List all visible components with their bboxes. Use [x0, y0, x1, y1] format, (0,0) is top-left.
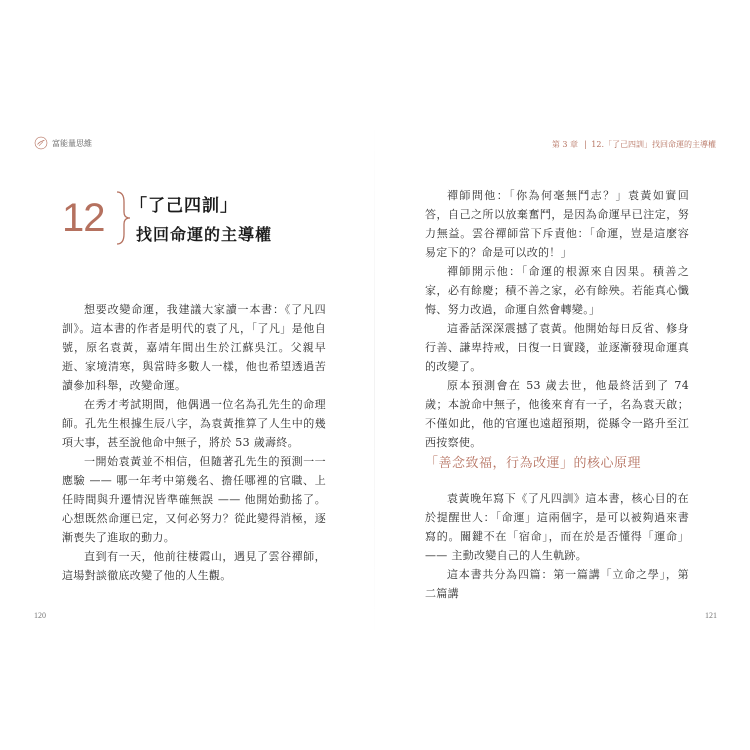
chapter-title-line1: 「了己四訓」: [130, 196, 238, 216]
running-head-chapter: 第 3 章: [551, 140, 579, 149]
paragraph: 想要改變命運，我建議大家讀一本書：《了凡四訓》。這本書的作者是明代的袁了凡，「了凡」是他自號，原名袁黃，嘉靖年間出生於江蘇吳江。父親早逝、家境清寒，與當時多數人一樣，他也希望透過苦讀參加科舉，改變命運。: [62, 303, 326, 392]
paragraph: 這本書共分為四篇：第一篇講「立命之學」，第二篇講: [425, 568, 689, 600]
paragraph: 袁黃晚年寫下《了凡四訓》這本書，核心目的在於提醒世人：「命運」這兩個字，是可以被夠過來書寫的。關鍵不在「宿命」，而在於是否懂得「運命」—— 主動改變自己的人生軌跡。: [425, 492, 689, 562]
right-body-text-top: [425, 186, 689, 452]
page-number-left: 120: [34, 611, 46, 620]
running-head-chapter-title: 12.「了己四訓」找回命運的主導權: [591, 140, 716, 149]
chapter-number: 12: [62, 196, 105, 240]
page-number-right: 121: [705, 611, 717, 620]
right-body-text-bottom: [425, 489, 689, 603]
paragraph: 原本預測會在 53 歲去世，他最終活到了 74 歲；本說命中無子，他後來育有一子，名為袁天啟；不僅如此，他的官運也遠超預期，從縣令一路升至江西按察使。: [425, 379, 689, 449]
running-head-left: [34, 136, 92, 150]
chapter-heading: [62, 190, 272, 246]
paragraph: 在秀才考試期間，他偶遇一位名為孔先生的命理師。孔先生根據生辰八字，為袁黃推算了人生中的幾項大事，甚至說他命中無子，將於 53 歲壽終。: [62, 398, 326, 449]
paragraph: 直到有一天，他前往棲霞山，遇見了雲谷禪師，這場對談徹底改變了他的人生觀。: [62, 550, 326, 582]
book-logo-icon: [34, 136, 48, 150]
paragraph: 這番話深深震撼了袁黃。他開始每日反省、修身行善、謙卑持戒，日復一日實踐，並逐漸發現命運真的改變了。: [425, 322, 689, 373]
left-body-text: [62, 300, 326, 585]
section-heading: 「善念致福，行為改運」的核心原理: [425, 456, 642, 471]
paragraph: 禪師問他：「你為何毫無鬥志？」袁黃如實回答，自己之所以放棄奮鬥，是因為命運早已注定，努力無益。雲谷禪師當下斥責他：「命運，豈是這麼容易定下的？命是可以改的！」: [425, 189, 689, 259]
chapter-title: [130, 191, 273, 245]
running-head-separator: |: [584, 140, 587, 149]
running-head-right: [552, 139, 716, 150]
running-head-book-title: 富能量思維: [52, 138, 92, 148]
chapter-title-line2: 找回命運的主導權: [136, 225, 273, 244]
paragraph: 禪師開示他：「命運的根源來自因果。積善之家，必有餘慶；積不善之家，必有餘殃。若能真心懺悔、努力改過，命運自然會轉變。」: [425, 265, 689, 316]
paragraph: 一開始袁黃並不相信，但隨著孔先生的預測一一應驗 —— 哪一年考中第幾名、擔任哪裡的官職、上任時間與升遷情況皆準確無誤 —— 他開始動搖了。心想既然命運已定，又何必努力？從此變得消極，逐漸喪失了進取的動力。: [62, 455, 326, 544]
